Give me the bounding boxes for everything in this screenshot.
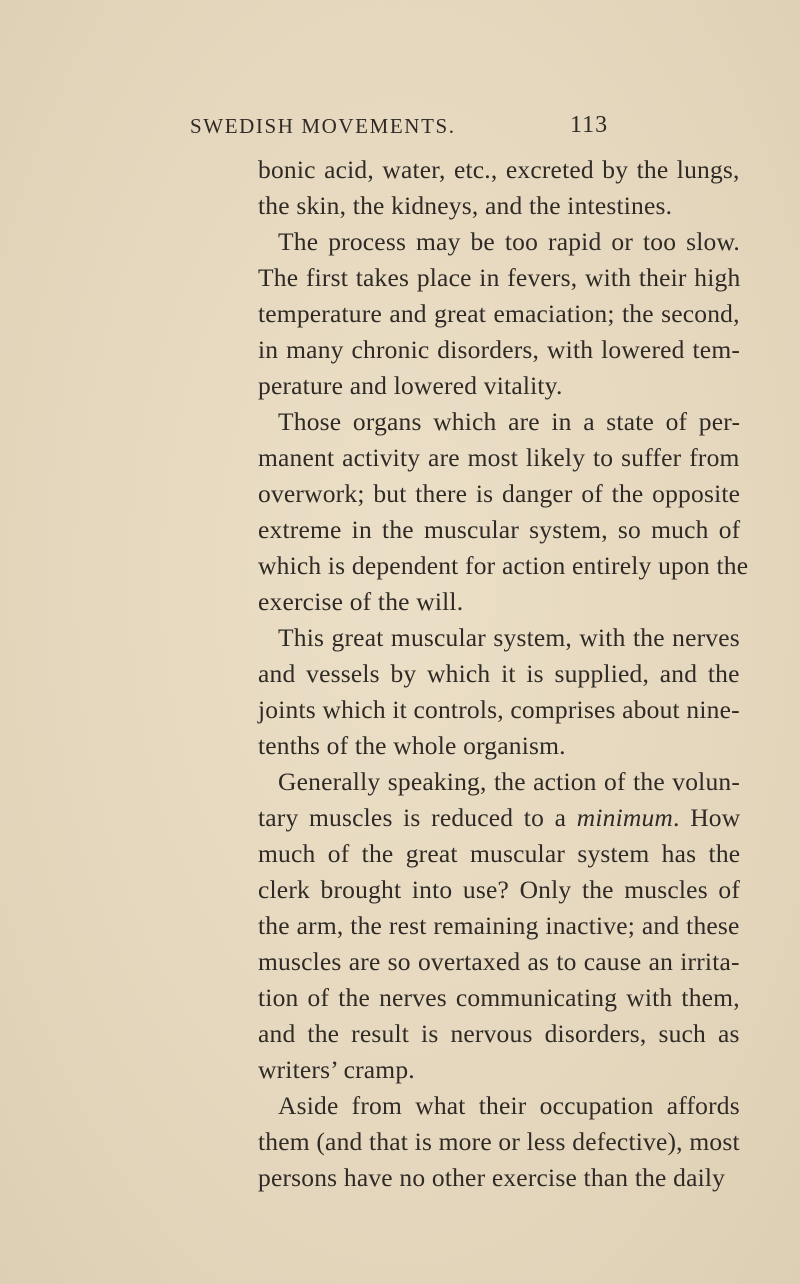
text-line: writers’ cramp. xyxy=(258,1055,415,1084)
text-line: manent activity are most likely to suffer from xyxy=(258,443,740,472)
running-head-title: SWEDISH MOVEMENTS. xyxy=(190,114,456,138)
page-number: 113 xyxy=(570,112,609,138)
emphasis-text: minimum xyxy=(576,803,674,832)
text-line: overwork; but there is danger of the opposite xyxy=(258,479,741,508)
text-line: This great muscular system, with the nerves xyxy=(278,623,740,652)
text-line: and vessels by which it is supplied, and the xyxy=(258,659,740,688)
text-line: much of the great muscular system has the xyxy=(258,839,741,868)
text-line: extreme in the muscular system, so much of xyxy=(258,515,741,544)
text-line: Generally speaking, the action of the volun- xyxy=(278,767,741,796)
text-line xyxy=(258,800,740,836)
text-line: persons have no other exercise than the daily xyxy=(258,1163,726,1192)
text-line: the arm, the rest remaining inactive; and these xyxy=(258,911,740,940)
text-line: them (and that is more or less defective), most xyxy=(258,1127,740,1156)
text-line: Those organs which are in a state of per- xyxy=(278,407,741,436)
text-line: temperature and great emaciation; the second, xyxy=(258,299,740,328)
text-line: perature and lowered vitality. xyxy=(258,371,563,400)
text-line: The first takes place in fevers, with their high xyxy=(258,263,741,292)
text-line: tenths of the whole organism. xyxy=(258,731,566,760)
text-line-part: tary muscles is reduced to a minimum. How xyxy=(258,803,741,832)
text-line: The process may be too rapid or too slow. xyxy=(278,227,740,256)
text-line: the skin, the kidneys, and the intestines. xyxy=(258,191,673,220)
text-line: which is dependent for action entirely upon the xyxy=(258,551,749,580)
running-head xyxy=(180,114,740,144)
text-line: exercise of the will. xyxy=(258,587,464,616)
text-line: in many chronic disorders, with lowered tem- xyxy=(258,335,741,364)
text-line: and the result is nervous disorders, such as xyxy=(258,1019,740,1048)
text-line: joints which it controls, comprises about nine- xyxy=(258,695,740,724)
text-line: muscles are so overtaxed as to cause an irrita- xyxy=(258,947,740,976)
text-line: tion of the nerves communicating with them, xyxy=(258,983,740,1012)
text-line: clerk brought into use? Only the muscles of xyxy=(258,875,741,904)
text-line: Aside from what their occupation affords xyxy=(278,1091,740,1120)
text-line: bonic acid, water, etc., excreted by the lungs, xyxy=(258,155,740,184)
